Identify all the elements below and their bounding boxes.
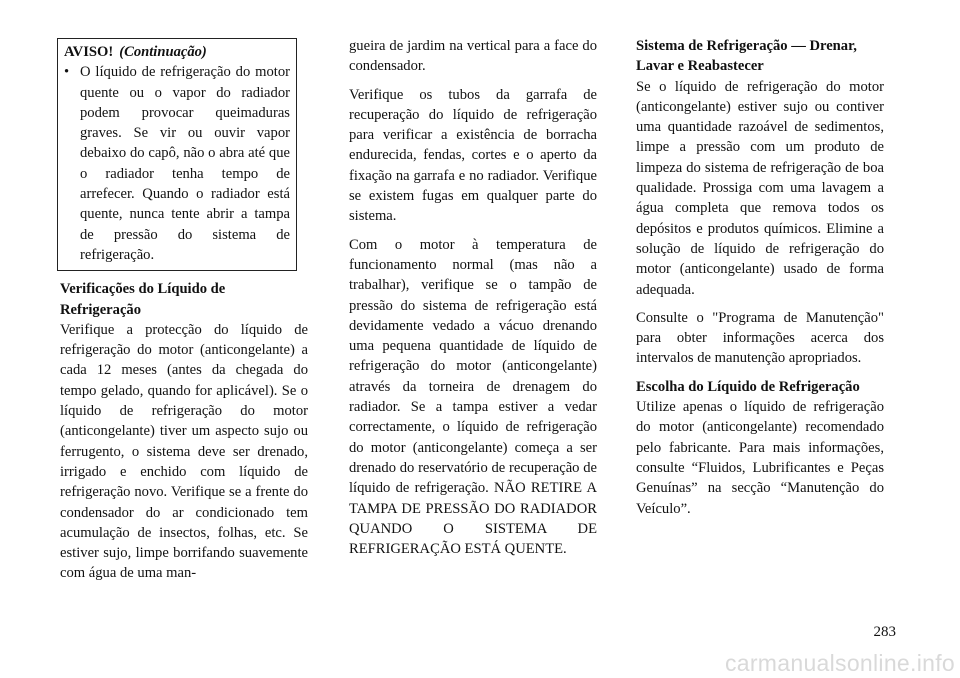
warning-bullet-item (64, 62, 290, 265)
section-heading-coolant-selection: Escolha do Líquido de Refrigeração (636, 378, 860, 395)
coolant-checks-paragraph: Verifique a protecção do líquido de refrigeração do motor (anticongelante) a cada 12 meses (antes da chegada do tempo gelado, quando for aplicável). Se o líquido de refrigeração do motor (anticongelante) tiver um aspecto sujo ou ferrugento, o sistema deve ser drenado, irrigado e enchido com líquido de refrigeração novo. Verifique se a frente do condensador do ar condicionado tem acumulação de insectos, folhas, etc. Se estiver sujo, limpe borrifando suavemente com água de uma man- (60, 321, 308, 582)
pressure-cap-paragraph (349, 235, 597, 560)
warning-header (64, 42, 290, 62)
section-heading-coolant-checks: Verificações do Líquido de Refrigeração (60, 281, 226, 318)
bullet-icon: • (64, 64, 70, 81)
warning-continuation: (Continuação) (119, 44, 207, 60)
pressure-cap-text: Com o motor à temperatura de funcionamento normal (mas não a trabalhar), verifique se o tampão de pressão do sistema de refrigeração está devidamente vedado a vácuo drenando uma pequena quantidade de líquido de refrigeração do motor (anticongelante) através da torneira de drenagem do radiador. Se a tampa estiver a vedar correctamente, o líquido de refrigeração do motor (anticongelante) começa a ser drenado do reservatório de recuperação de líquido de refrigeração. (349, 236, 597, 497)
warning-text: O líquido de refrigeração do motor quente ou o vapor do radiador podem provocar queimaduras graves. Se vir ou ouvir vapor debaixo do capô, não o abra até que o radiador tenha tempo de arrefecer. Quando o radiador está quente, nunca tente abrir a tampa de pressão do sistema de refrigeração. (80, 64, 290, 263)
warning-box (57, 38, 297, 271)
coolant-selection-paragraph: Utilize apenas o líquido de refrigeração do motor (anticongelante) recomendado pelo fabricante. Para mais informações, consulte “Fluidos, Lubrificantes e Peças Genuínas” na secção “Manutenção do Veículo”. (636, 399, 884, 517)
drain-flush-paragraph: Se o líquido de refrigeração do motor (anticongelante) estiver sujo ou contiver uma quantidade razoável de sedimentos, limpe a pressão com um produto de limpeza do sistema de refrigeração de boa qualidade. Prossiga com uma lavagem a água completa que remova todos os depósitos e produtos químicos. Elimine a solução de líquido de refrigeração do motor (anticongelante) usado de forma adequada. (636, 78, 884, 298)
hoses-paragraph: Verifique os tubos da garrafa de recuperação do líquido de refrigeração para verificar a existência de borracha endurecida, fendas, cortes e o aperto da fixação na garrafa e no radiador. Verifique se existem fugas em qualquer parte do sistema. (349, 86, 597, 225)
right-column (636, 36, 884, 519)
warning-title: AVISO! (64, 44, 114, 60)
middle-column (349, 36, 597, 559)
continued-paragraph: gueira de jardim na vertical para a face do condensador. (349, 38, 597, 75)
left-column (60, 38, 308, 584)
page-number: 283 (873, 624, 896, 640)
caps-warning-text: NÃO RETIRE A TAMPA DE PRESSÃO DO RADIADOR QUANDO O SISTEMA DE REFRIGERAÇÃO ESTÁ QUENTE. (349, 480, 597, 558)
watermark: carmanualsonline.info (724, 650, 955, 676)
maintenance-schedule-paragraph: Consulte o "Programa de Manutenção" para obter informações acerca dos intervalos de manutenção apropriados. (636, 309, 884, 367)
section-heading-drain-flush: Sistema de Refrigeração — Drenar, Lavar e Reabastecer (636, 38, 857, 75)
